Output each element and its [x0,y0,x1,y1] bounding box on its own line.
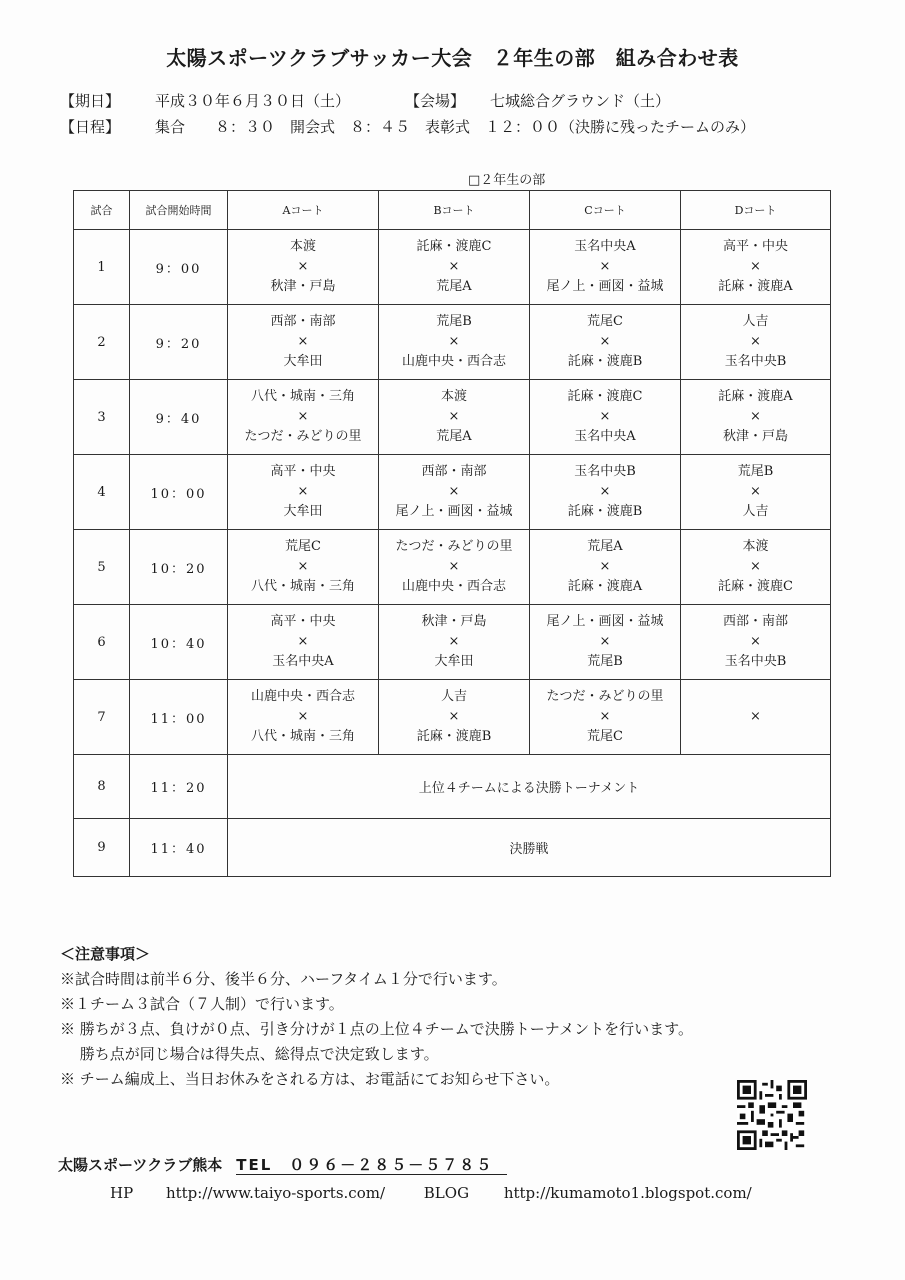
team-away: 託麻・渡鹿B [567,504,643,519]
versus-mark: × [448,559,460,574]
team-away: 荒尾A [436,279,472,294]
match-time: 9：40 [130,380,228,455]
table-row [74,530,831,605]
final-tournament-cell: 上位４チームによる決勝トーナメント [228,755,831,819]
team-home: 本渡 [289,239,316,254]
match-number: 6 [74,605,130,680]
blog-link[interactable]: http://kumamoto1.blogspot.com/ [503,1184,752,1202]
court-a-matchup [228,305,379,380]
team-home: 山鹿中央・西合志 [250,689,355,704]
team-home: 荒尾B [436,314,472,329]
team-away: 八代・城南・三角 [250,579,355,594]
match-schedule-table [73,190,831,877]
versus-mark: × [599,409,611,424]
versus-mark: × [750,709,761,724]
table-header-row [74,191,831,230]
versus-mark: × [750,334,761,349]
team-away: 託麻・渡鹿A [567,579,643,594]
org-name: 太陽スポーツクラブ熊本 [58,1156,223,1174]
team-home: 人吉 [742,314,769,329]
team-home: 西部・南部 [270,314,336,329]
match-time: 11：20 [130,755,228,819]
match-number: 8 [74,755,130,819]
page-title: 太陽スポーツクラブサッカー大会 ２年生の部 組み合わせ表 [166,46,739,70]
note-line: ※１チーム３試合（７人制）で行います。 [60,995,344,1013]
team-home: 荒尾B [737,464,774,479]
team-home: 玉名中央A [574,239,636,254]
table-row [74,305,831,380]
header-match: 試合 [74,191,130,230]
table-row [74,819,831,877]
versus-mark: × [297,559,309,574]
hp-link[interactable]: http://www.taiyo-sports.com/ [165,1184,385,1202]
team-away: 荒尾B [587,654,623,669]
court-c-matchup [530,230,681,305]
team-away: 秋津・戸島 [270,279,336,294]
court-a-matchup [228,605,379,680]
versus-mark: × [448,634,460,649]
versus-mark: × [448,709,460,724]
table-row [74,680,831,755]
team-away: 大牟田 [434,654,474,669]
team-away: 託麻・渡鹿C [718,579,793,594]
court-a-matchup [228,680,379,755]
team-away: 八代・城南・三角 [250,729,355,744]
team-home: 玉名中央B [574,464,636,479]
date-label: 【期日】 [60,92,121,110]
team-home: 高平・中央 [270,464,336,479]
note-line: ※試合時間は前半６分、後半６分、ハーフタイム１分で行います。 [60,970,507,988]
team-away: 玉名中央A [574,429,636,444]
footer-links [110,1184,752,1202]
table-row [74,455,831,530]
versus-mark: × [750,634,761,649]
team-away: 荒尾A [436,429,472,444]
versus-mark: × [599,334,611,349]
court-d-matchup [681,530,831,605]
match-time: 9：20 [130,305,228,380]
team-home: 本渡 [742,539,769,554]
versus-mark: × [599,709,611,724]
header-court-d: Dコート [681,191,831,230]
team-away: 玉名中央B [724,354,787,369]
court-c-matchup [530,530,681,605]
team-home: たつだ・みどりの里 [546,689,664,704]
match-number: 7 [74,680,130,755]
team-away: 尾ノ上・画図・益城 [395,504,513,519]
court-b-matchup [379,530,530,605]
notes-heading: ＜注意事項＞ [60,945,151,963]
versus-mark: × [599,484,611,499]
court-c-matchup [530,305,681,380]
court-d-matchup [681,230,831,305]
team-away: 大牟田 [283,504,323,519]
versus-mark: × [750,259,761,274]
court-a-matchup [228,455,379,530]
qr-code-icon [737,1080,807,1150]
team-home: 秋津・戸島 [421,614,487,629]
venue-label: 【会場】 [405,92,466,110]
versus-mark: × [448,409,460,424]
versus-mark: × [297,334,309,349]
team-away: 秋津・戸島 [722,429,788,444]
court-b-matchup [379,305,530,380]
court-c-matchup [530,455,681,530]
team-home: 本渡 [440,389,467,404]
team-home: 託麻・渡鹿C [567,389,643,404]
team-away: 大牟田 [283,354,323,369]
blog-label: BLOG [423,1184,470,1202]
match-number: 1 [74,230,130,305]
table-caption: □２年生の部 [468,173,546,188]
team-away: 山鹿中央・西合志 [401,354,506,369]
match-number: 2 [74,305,130,380]
team-away: 託麻・渡鹿B [567,354,643,369]
court-b-matchup [379,680,530,755]
team-away: 玉名中央B [724,654,787,669]
versus-mark: × [599,259,611,274]
team-home: 荒尾C [285,539,321,554]
team-home: 託麻・渡鹿C [416,239,492,254]
versus-mark: × [297,409,309,424]
team-away: 山鹿中央・西合志 [401,579,506,594]
versus-mark: × [448,259,460,274]
match-time: 10：40 [130,605,228,680]
notes-section [60,942,693,1092]
note-line: ※ 勝ちが３点、負けが０点、引き分けが１点の上位４チームで決勝トーナメントを行います。 [60,1020,693,1038]
team-away: 玉名中央A [272,654,334,669]
versus-mark: × [750,484,761,499]
versus-mark: × [297,709,309,724]
match-number: 4 [74,455,130,530]
team-away: 託麻・渡鹿A [718,279,793,294]
table-row [74,755,831,819]
header-court-a: Aコート [228,191,379,230]
match-number: 9 [74,819,130,877]
court-d-matchup [681,455,831,530]
phone-number: TEL ０９６－２８５－５７８５ [236,1156,507,1175]
header-start-time: 試合開始時間 [130,191,228,230]
court-d-matchup [681,605,831,680]
court-c-matchup [530,680,681,755]
match-time: 10：00 [130,455,228,530]
match-number: 5 [74,530,130,605]
match-time: 11：00 [130,680,228,755]
venue-value: 七城総合グラウンド（土） [490,92,671,110]
versus-mark: × [599,634,611,649]
team-away: 荒尾C [587,729,623,744]
court-b-matchup [379,605,530,680]
versus-mark: × [750,409,761,424]
court-d-matchup [681,305,831,380]
team-home: 高平・中央 [270,614,336,629]
team-home: 高平・中央 [722,239,788,254]
team-home: 西部・南部 [722,614,788,629]
court-b-matchup [379,230,530,305]
court-c-matchup [530,380,681,455]
versus-mark: × [750,559,761,574]
court-d-matchup [681,380,831,455]
footer-contact [58,1154,507,1175]
court-a-matchup [228,230,379,305]
team-away: 尾ノ上・画図・益城 [546,279,664,294]
court-b-matchup [379,455,530,530]
schedule-label: 【日程】 [60,118,121,136]
versus-mark: × [297,484,309,499]
court-c-matchup [530,605,681,680]
versus-mark: × [297,259,309,274]
team-home: 荒尾A [587,539,623,554]
match-time: 11：40 [130,819,228,877]
team-home: 荒尾C [587,314,623,329]
court-a-matchup [228,530,379,605]
team-home: 託麻・渡鹿A [718,389,793,404]
table-row [74,230,831,305]
note-line: ※ チーム編成上、当日お休みをされる方は、お電話にてお知らせ下さい。 [60,1070,560,1088]
team-away: 人吉 [742,504,769,519]
schedule-value: 集合 ８：３０ 開会式 ８：４５ 表彰式 １２：００（決勝に残ったチームのみ） [155,118,756,136]
table-row [74,380,831,455]
note-line: 勝ち点が同じ場合は得失点、総得点で決定致します。 [60,1045,439,1063]
final-match-cell: 決勝戦 [228,819,831,877]
header-court-b: Bコート [379,191,530,230]
court-a-matchup [228,380,379,455]
team-home: たつだ・みどりの里 [395,539,513,554]
team-home: 人吉 [440,689,467,704]
team-home: 西部・南部 [421,464,487,479]
court-d-matchup [681,680,831,755]
hp-label: HP [110,1184,134,1202]
match-time: 10：20 [130,530,228,605]
team-home: 尾ノ上・画図・益城 [546,614,664,629]
match-time: 9：00 [130,230,228,305]
team-home: 八代・城南・三角 [250,389,355,404]
table-row [74,605,831,680]
versus-mark: × [297,634,309,649]
team-away: 託麻・渡鹿B [416,729,492,744]
header-court-c: Cコート [530,191,681,230]
date-value: 平成３０年６月３０日（土） [155,92,351,110]
match-number: 3 [74,380,130,455]
versus-mark: × [448,484,460,499]
versus-mark: × [448,334,460,349]
court-b-matchup [379,380,530,455]
team-away: たつだ・みどりの里 [244,429,362,444]
versus-mark: × [599,559,611,574]
